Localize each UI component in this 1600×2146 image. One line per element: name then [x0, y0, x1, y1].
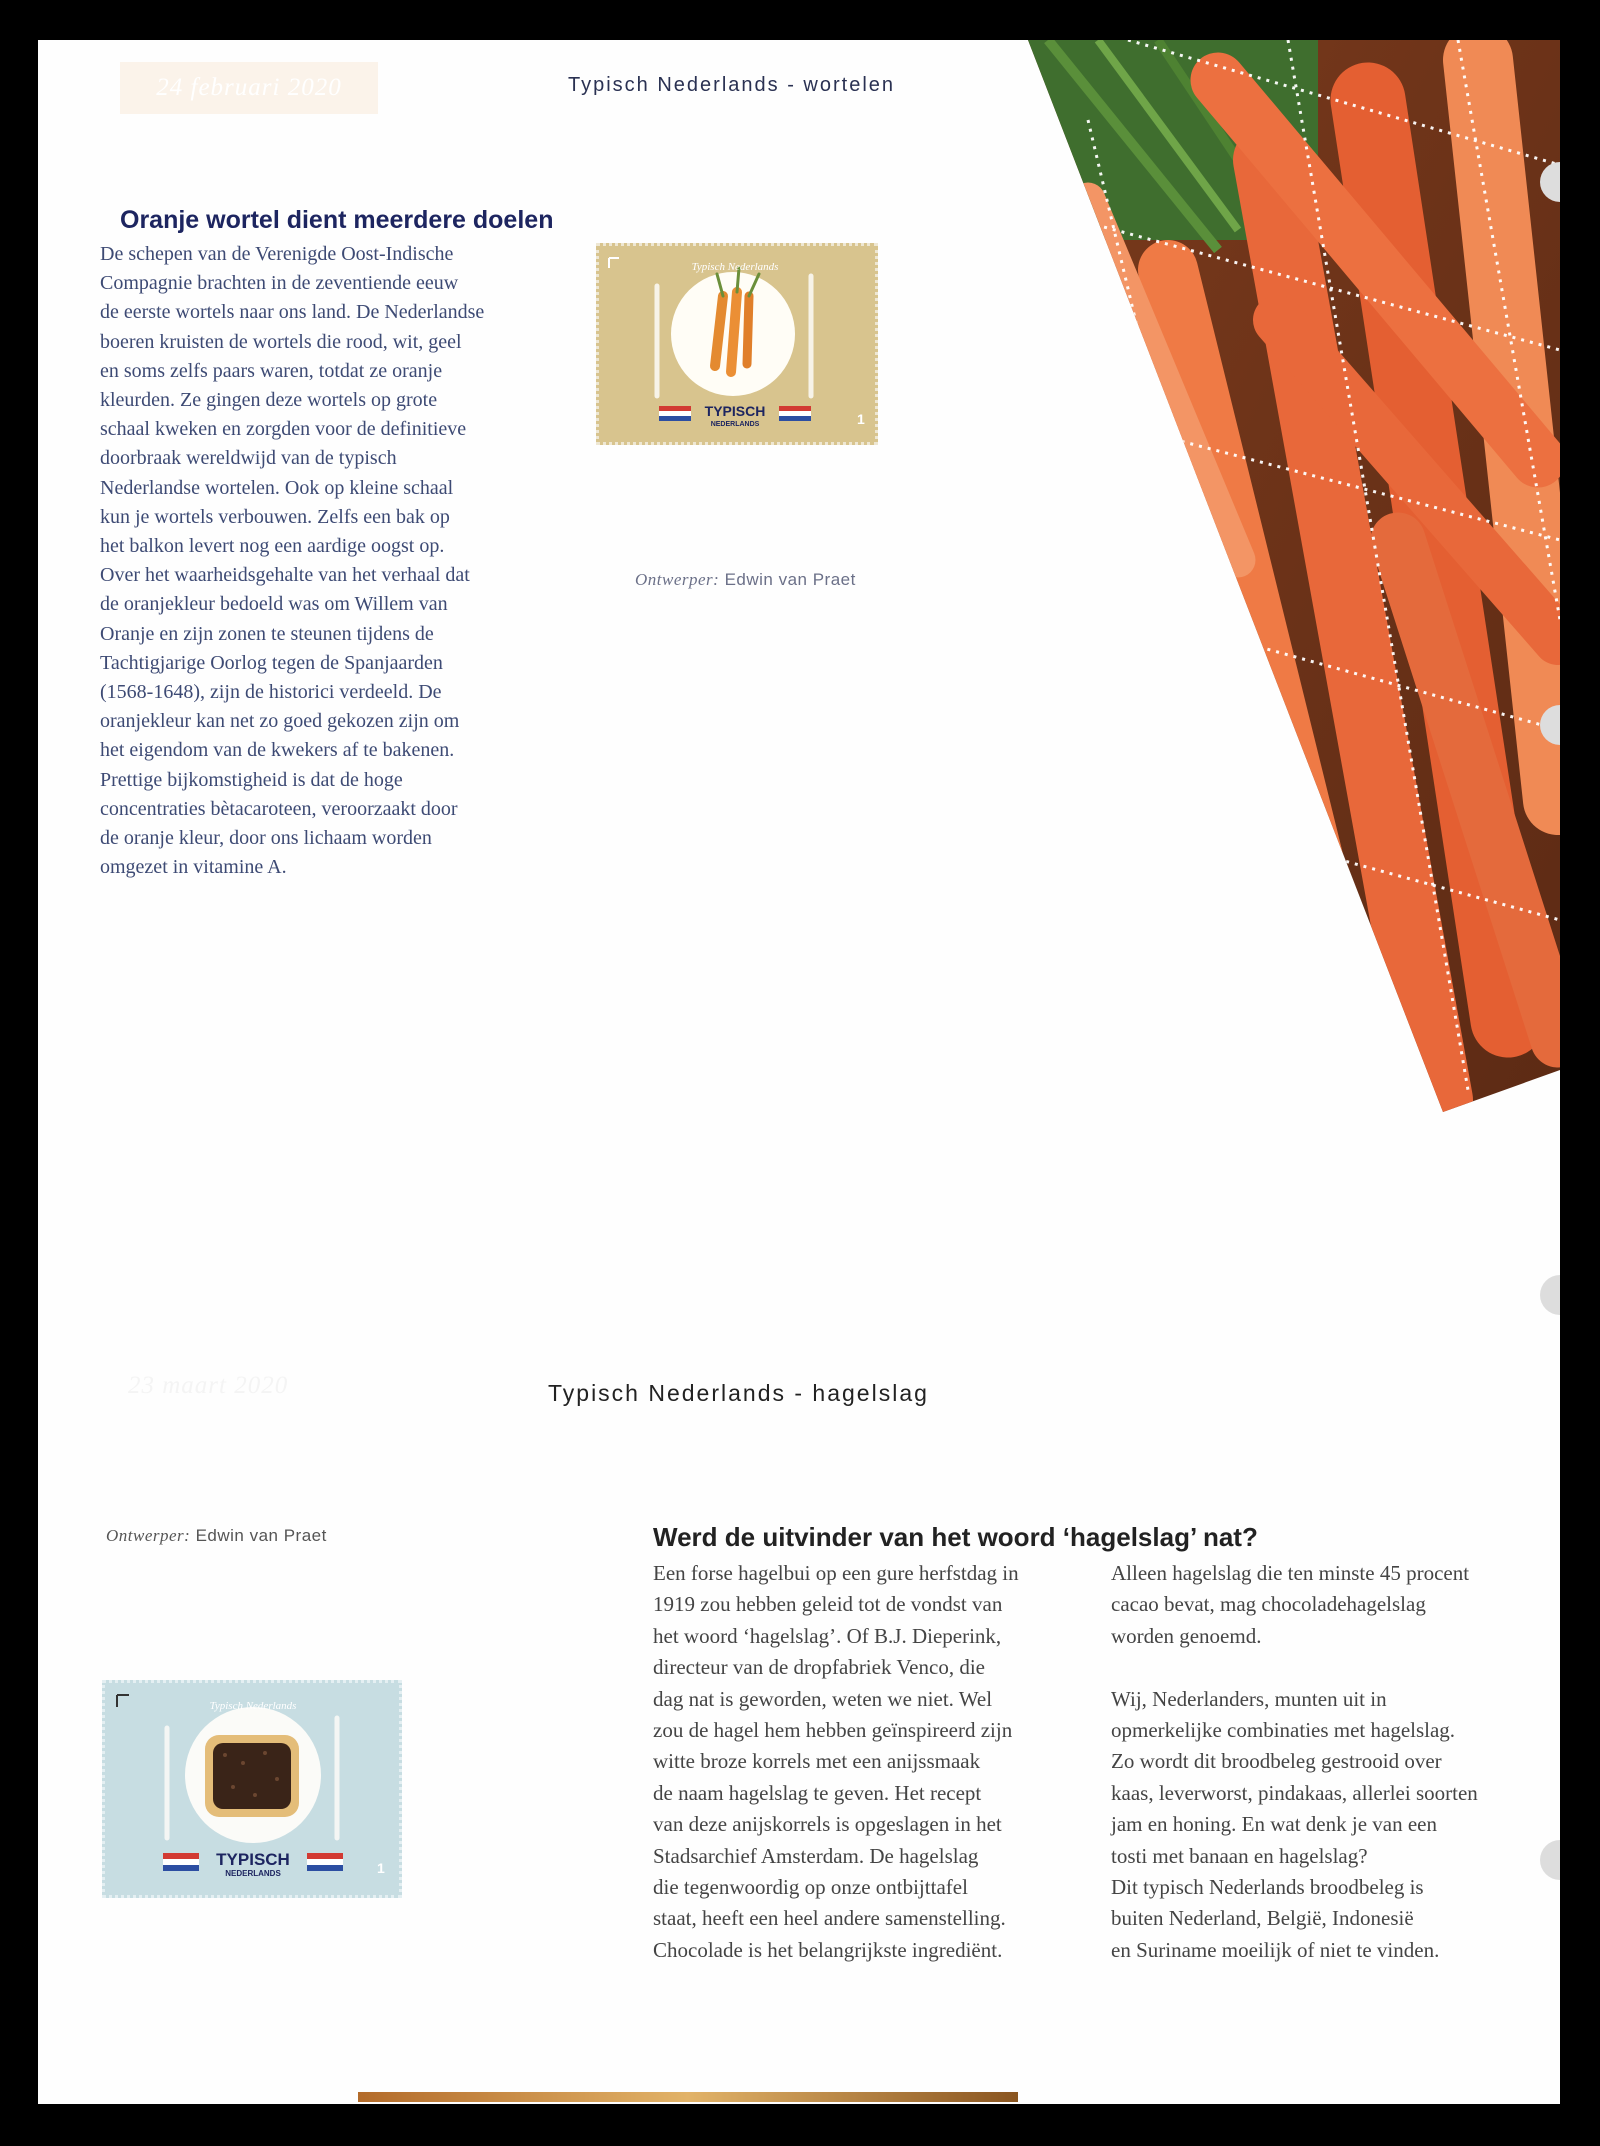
text-line: dag nat is geworden, weten we niet. Wel [653, 1686, 993, 1711]
article-title-1: Oranje wortel dient meerdere doelen [120, 206, 554, 234]
text-line: de oranje kleur, door ons lichaam worden [100, 827, 432, 850]
text-line: De schepen van de Verenigde Oost-Indische [100, 243, 454, 265]
text-line: concentraties bètacaroteen, veroorzaakt door [100, 797, 458, 820]
text-line: Alleen hagelslag die ten minste 45 procent [1111, 1561, 1470, 1585]
text-line: oranjekleur kan net zo goed gekozen zijn om [100, 710, 460, 733]
stamp-value-2: 1 [377, 1860, 385, 1876]
hagelslag-stamp-art [105, 1683, 399, 1895]
credit-label-1: Ontwerper: [635, 570, 720, 589]
credit-name-2: Edwin van Praet [195, 1526, 327, 1545]
text-line: 1919 zou hebben geleid tot de vondst van [653, 1592, 1003, 1617]
text-line: zou de hagel hem hebben geïnspireerd zijn [653, 1718, 1013, 1743]
text-line: (1568-1648), zijn de historici verdeeld. De [100, 681, 442, 704]
text-line: worden genoemd. [1111, 1623, 1262, 1648]
issue-date-2: 23 maart 2020 [128, 1372, 289, 1399]
text-line: witte broze korrels met een anijssmaak [653, 1749, 981, 1774]
text-line: staat, heeft een heel andere samenstelling. [653, 1906, 1006, 1931]
text-line: kaas, leverworst, pindakaas, allerlei soorten [1111, 1780, 1478, 1805]
text-line: Wij, Nederlanders, munten uit in [1111, 1686, 1387, 1711]
text-line: jam en honing. En wat denk je van een [1111, 1812, 1437, 1837]
article-body-2-col2 [1111, 1558, 1551, 1966]
text-line: directeur van de dropfabriek Venco, die [653, 1655, 985, 1680]
punch-hole [1540, 1275, 1560, 1315]
page-edge-strip [358, 2092, 1018, 2102]
text-line: Prettige bijkomstigheid is dat de hoge [100, 768, 403, 791]
article-body-1 [100, 240, 540, 882]
text-line: die tegenwoordig op onze ontbijttafel [653, 1875, 968, 1900]
text-line: boeren kruisten de wortels die rood, wit, geel [100, 330, 462, 353]
text-line: Een forse hagelbui op een gure herfstdag in [653, 1561, 1019, 1585]
text-line: het balkon levert nog een aardige oogst op. [100, 535, 445, 558]
text-line: Chocolade is het belangrijkste ingrediënt. [653, 1937, 1003, 1962]
stamp-brand-sub-2: NEDERLANDS [225, 1869, 281, 1878]
hagelslag-stamp [102, 1680, 402, 1898]
text-line: tosti met banaan en hagelslag? [1111, 1843, 1368, 1868]
credit-name-1: Edwin van Praet [724, 570, 856, 589]
text-line: Tachtigjarige Oorlog tegen de Spanjaarden [100, 651, 443, 674]
stamp-brand-1: TYPISCH [704, 403, 766, 419]
text-line: de oranjekleur bedoeld was om Willem van [100, 593, 448, 616]
text-line: Over het waarheidsgehalte van het verhaal dat [100, 564, 470, 587]
text-line: Compagnie brachten in de zeventiende eeuw [100, 272, 459, 295]
article-title-2: Werd de uitvinder van het woord ‘hagelslag’ nat? [653, 1522, 1258, 1552]
text-line: Zo wordt dit broodbeleg gestrooid over [1111, 1749, 1442, 1774]
stamp-top-text-1: Typisch Nederlands [691, 261, 779, 273]
text-line: en Suriname moeilijk of niet te vinden. [1111, 1937, 1440, 1962]
album-page [38, 40, 1560, 2104]
stamp-brand-2: TYPISCH [216, 1850, 290, 1869]
text-line: cacao bevat, mag chocoladehagelslag [1111, 1592, 1426, 1617]
credit-label-2: Ontwerper: [106, 1526, 191, 1545]
text-line: Nederlandse wortelen. Ook op kleine schaal [100, 476, 454, 499]
text-line: buiten Nederland, België, Indonesië [1111, 1906, 1414, 1931]
text-line: de naam hagelslag te geven. Het recept [653, 1780, 982, 1805]
text-line: van deze anijskorrels is opgeslagen in het [653, 1812, 1002, 1837]
issue-date-1: 24 februari 2020 [120, 62, 378, 114]
text-line: doorbraak wereldwijd van de typisch [100, 447, 397, 470]
text-line: Dit typisch Nederlands broodbeleg is [1111, 1875, 1424, 1900]
stamp-top-text-2: Typisch Nederlands [209, 1700, 297, 1712]
text-line [1111, 1652, 1551, 1683]
text-line: Stadsarchief Amsterdam. De hagelslag [653, 1843, 979, 1868]
stamp-brand-sub-1: NEDERLANDS [710, 421, 760, 428]
text-line: het woord ‘hagelslag’. Of B.J. Dieperink, [653, 1623, 1002, 1648]
section-header-wortelen: Typisch Nederlands - wortelen [568, 74, 896, 96]
carrot-stamp-art [599, 246, 875, 442]
article-body-2-col1 [653, 1558, 1093, 1966]
typisch-logo-1 [659, 403, 811, 428]
text-line: omgezet in vitamine A. [100, 856, 287, 879]
text-line: kleurden. Ze gingen deze wortels op grote [100, 389, 438, 412]
text-line: kun je wortels verbouwen. Zelfs een bak op [100, 505, 450, 528]
text-line: schaal kweken en zorgden voor de definitieve [100, 418, 467, 441]
text-line: de eerste wortels naar ons land. De Nederlandse [100, 301, 485, 324]
section-header-hagelslag: Typisch Nederlands - hagelslag [548, 1380, 929, 1406]
typisch-logo-2 [163, 1850, 343, 1878]
stamp-value-1: 1 [857, 411, 865, 427]
text-line: het eigendom van de kwekers af te bakenen. [100, 739, 455, 762]
carrot-stamp [596, 243, 878, 445]
designer-credit-2 [106, 1526, 327, 1546]
text-line: opmerkelijke combinaties met hagelslag. [1111, 1718, 1456, 1743]
designer-credit-1 [635, 570, 856, 590]
text-line: Oranje en zijn zonen te steunen tijdens de [100, 622, 434, 645]
text-line: en soms zelfs paars waren, totdat ze oranje [100, 359, 443, 382]
